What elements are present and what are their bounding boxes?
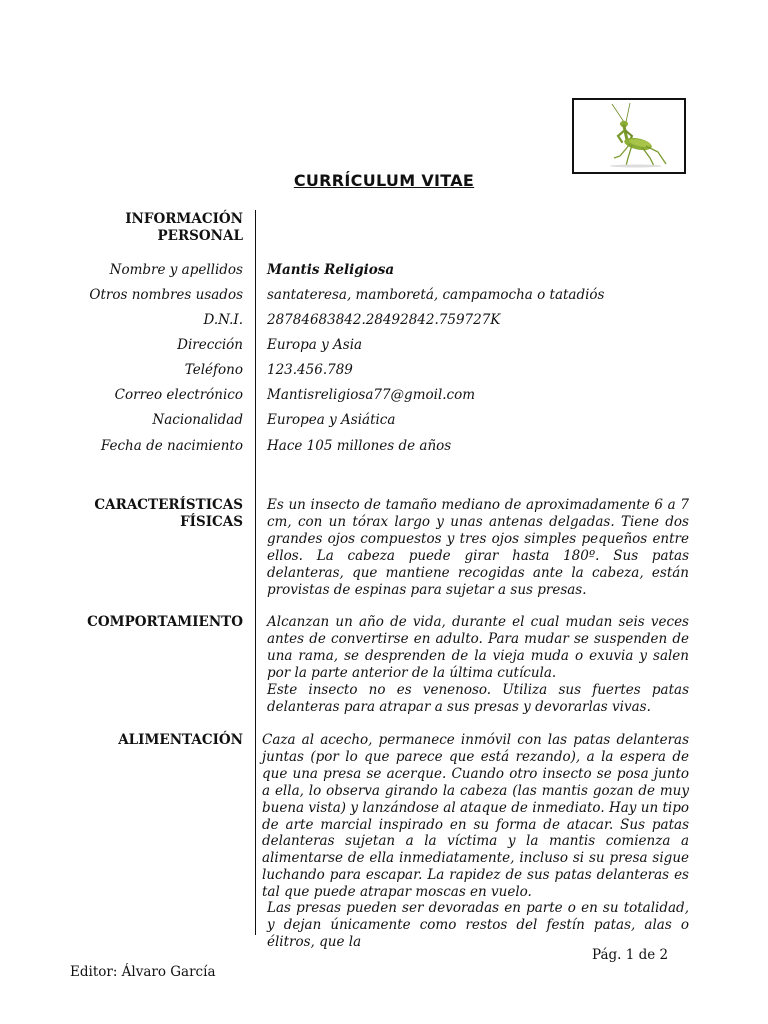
field-value-dni: 28784683842.28492842.759727K <box>267 312 501 328</box>
field-value-phone: 123.456.789 <box>267 362 353 378</box>
section-heading-behavior: COMPORTAMIENTO <box>87 614 243 630</box>
physical-description: Es un insecto de tamaño mediano de aproximadamente 6 a 7 cm, con un tórax largo y unas antenas delgadas. Tiene dos grandes ojos compuestos y tres ojos simples pequeños entre ellos. La cabeza puede girar hasta 180º. Sus patas delanteras, que mantiene recogidas ante la cabeza, están provistas de espinas para sujetar a sus presas. <box>267 497 689 598</box>
column-divider <box>255 210 256 935</box>
editor-credit: Editor: Álvaro García <box>70 964 216 980</box>
page-title: CURRÍCULUM VITAE <box>293 171 475 190</box>
field-value-name: Mantis Religiosa <box>267 262 395 278</box>
profile-photo <box>572 98 686 174</box>
field-label-name: Nombre y apellidos <box>109 262 243 278</box>
field-label-nationality: Nacionalidad <box>152 412 243 428</box>
field-value-address: Europa y Asia <box>267 337 363 353</box>
field-value-other-names: santateresa, mamboretá, campamocha o tatadiós <box>267 287 605 303</box>
field-label-phone: Teléfono <box>184 362 243 378</box>
field-value-birthdate: Hace 105 millones de años <box>267 438 452 454</box>
behavior-note: Este insecto no es venenoso. Utiliza sus fuertes patas delanteras para atrapar a sus presas y devorarlas vivas. <box>267 682 689 715</box>
food-description: Caza al acecho, permanece inmóvil con las patas delanteras juntas (por lo que parece que está rezando), a la espera de que una presa se acerque. Cuando otro insecto se posa junto a ella, lo observa girando la cabeza (las mantis gozan de muy buena vista) y lanzándose al ataque de inmediato. Hay un tipo de arte marcial inspirado en su forma de atacar. Sus patas delanteras sujetan a la víctima y la mantis comienza a alimentarse de ella inmediatamente, incluso si su presa sigue luchando para escapar. La rapidez de sus patas delanteras es tal que puede atrapar moscas en vuelo. <box>262 732 689 901</box>
field-label-birthdate: Fecha de nacimiento <box>100 438 243 454</box>
mantis-icon <box>574 100 684 172</box>
section-heading-personal: INFORMACIÓN PERSONAL <box>125 211 243 244</box>
field-label-address: Dirección <box>177 337 243 353</box>
behavior-description: Alcanzan un año de vida, durante el cual mudan seis veces antes de convertirse en adulto. Para mudar se suspenden de una rama, se desprenden de la vieja muda o exuvia y salen por la parte anterior de la última cutícula. <box>267 614 689 681</box>
food-continuation: Las presas pueden ser devoradas en parte o en su totalidad, y dejan únicamente como restos del festín patas, alas o élitros, que la <box>267 900 689 950</box>
page-number: Pág. 1 de 2 <box>592 947 669 963</box>
field-label-dni: D.N.I. <box>203 312 243 328</box>
field-value-email: Mantisreligiosa77@gmoil.com <box>267 387 476 403</box>
section-heading-physical: CARACTERÍSTICAS FÍSICAS <box>94 497 243 530</box>
section-heading-food: ALIMENTACIÓN <box>118 732 243 748</box>
field-label-other-names: Otros nombres usados <box>89 287 243 303</box>
field-value-nationality: Europea y Asiática <box>267 412 396 428</box>
field-label-email: Correo electrónico <box>114 387 243 403</box>
